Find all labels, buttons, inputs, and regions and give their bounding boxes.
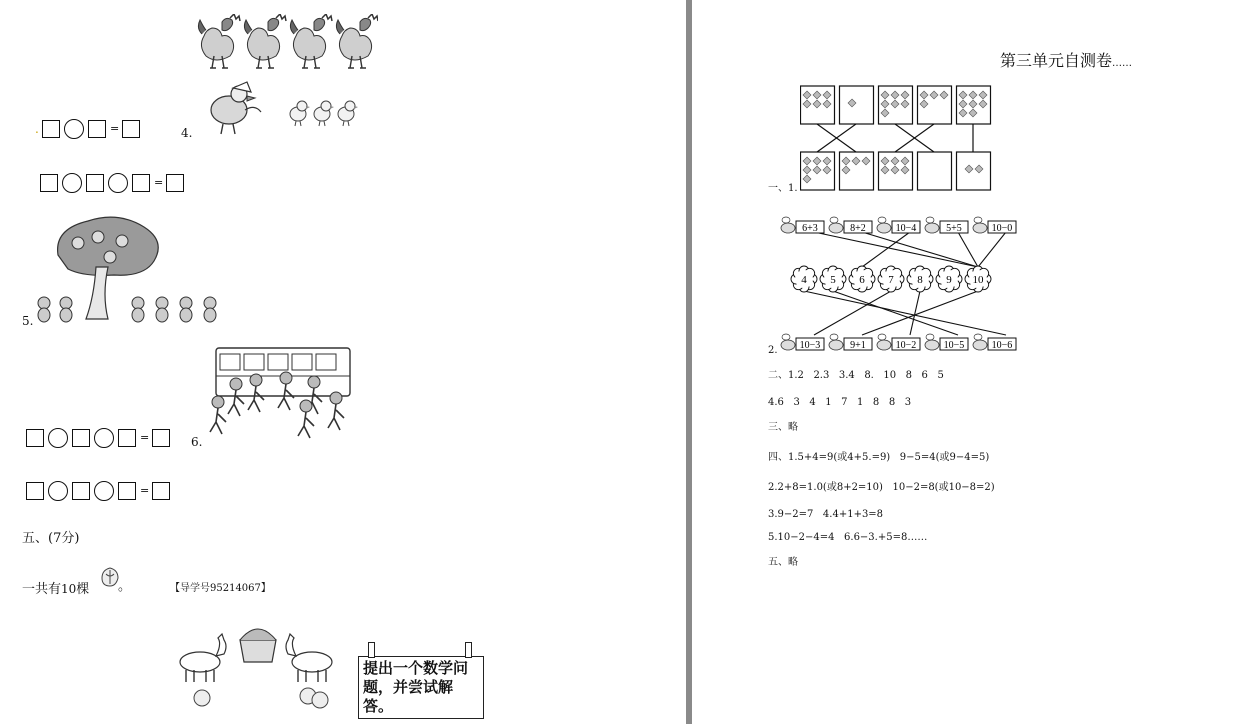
answer-box[interactable] — [118, 482, 136, 500]
guide-code: 【导学号95214067】 — [170, 583, 271, 594]
expression-label: 10−6 — [991, 340, 1013, 351]
equals-sign: = — [110, 122, 120, 135]
expression-label: 10−3 — [799, 340, 821, 351]
answer-box[interactable] — [166, 174, 184, 192]
flower-number: 4 — [801, 274, 807, 286]
expression-label: 8+2 — [850, 223, 866, 234]
top-card — [840, 86, 874, 124]
sign-post-left — [368, 642, 375, 658]
answer-box[interactable] — [72, 482, 90, 500]
sign-post-right — [465, 642, 472, 658]
bee-wing — [782, 334, 790, 340]
section-5-title: 五、(7分) — [22, 531, 80, 546]
answer-section-2-line-1: 二、1.2 2.3 3.4 8. 10 8 6 5 — [768, 370, 944, 381]
answer-box[interactable] — [42, 120, 60, 138]
flower-number: 5 — [830, 274, 836, 286]
flower-number: 9 — [946, 274, 952, 286]
answer-box[interactable] — [122, 120, 140, 138]
answer-box[interactable] — [26, 429, 44, 447]
total-prefix: 一共有 — [22, 582, 62, 597]
bee-wing — [974, 334, 982, 340]
answer-box[interactable] — [72, 429, 90, 447]
total-count-line — [22, 578, 89, 597]
answer-section-4-line-1: 四、1.5+4=9(或4+5.=9) 9−5=4(或9−4=5) — [768, 452, 990, 463]
answer-box[interactable] — [40, 174, 58, 192]
title-trail: …… — [1112, 58, 1133, 69]
answer-box[interactable] — [152, 429, 170, 447]
answer-box[interactable] — [132, 174, 150, 192]
bee-wing — [830, 217, 838, 223]
sign-line-1: 提出一个数学问 — [363, 659, 469, 677]
bee-icon — [781, 340, 795, 350]
question-4-label: 4. — [181, 126, 193, 140]
operator-circle[interactable] — [108, 173, 128, 193]
flower-number: 7 — [888, 274, 894, 286]
bee-icon — [973, 223, 987, 233]
expression-label: 10−4 — [895, 223, 917, 234]
bee-icon — [877, 340, 891, 350]
bee-icon — [973, 340, 987, 350]
bee-wing — [926, 334, 934, 340]
answer-1-label: 一、1. — [768, 183, 798, 194]
equation-row-4 — [26, 480, 174, 501]
equation-row-3 — [26, 427, 174, 448]
flower-number: 6 — [859, 274, 865, 286]
answer-box[interactable] — [152, 482, 170, 500]
question-sign — [358, 656, 484, 719]
bee-wing — [782, 217, 790, 223]
match-line — [978, 232, 1006, 267]
bee-icon — [877, 223, 891, 233]
bee-wing — [878, 217, 886, 223]
answer-2-label: 2. — [768, 345, 778, 356]
sign-line-2: 题，并尝试解答。 — [363, 678, 454, 715]
bee-wing — [830, 334, 838, 340]
bee-wing — [974, 217, 982, 223]
bottom-card — [957, 152, 991, 190]
expression-label: 9+1 — [850, 340, 866, 351]
bee-icon — [829, 223, 843, 233]
match-line — [862, 232, 910, 267]
roosters-illustration — [196, 14, 378, 72]
bee-wing — [926, 217, 934, 223]
expression-label: 6+3 — [802, 223, 818, 234]
operator-circle[interactable] — [94, 428, 114, 448]
card-matching-diagram — [800, 84, 996, 194]
tree-monkeys-illustration — [36, 215, 226, 327]
answer-box[interactable] — [88, 120, 106, 138]
bus-children-illustration — [206, 344, 356, 442]
dot-mark: . — [35, 122, 39, 136]
title-text: 第三单元自测卷 — [1000, 51, 1113, 70]
chicks-illustration — [288, 98, 360, 128]
question-5-label: 5. — [22, 314, 34, 328]
equals-sign: = — [140, 431, 150, 444]
goats-cabbage-illustration — [176, 616, 340, 714]
answer-section-2-line-2: 4.6 3 4 1 7 1 8 8 3 — [768, 397, 912, 408]
answer-section-4-line-4: 5.10−2−4=4 6.6−3.+5=8…… — [768, 532, 928, 543]
total-number: 10 — [61, 582, 77, 596]
flower-number: 10 — [972, 274, 984, 286]
equation-row-2 — [40, 172, 188, 193]
bee-wing — [878, 334, 886, 340]
equation-row-1 — [42, 118, 144, 139]
right-page — [692, 0, 1234, 724]
answer-key-title — [1000, 48, 1132, 71]
answer-box[interactable] — [86, 174, 104, 192]
equals-sign: = — [140, 484, 150, 497]
bee-icon — [925, 223, 939, 233]
operator-circle[interactable] — [62, 173, 82, 193]
match-line — [814, 232, 978, 267]
operator-circle[interactable] — [48, 428, 68, 448]
answer-section-3: 三、略 — [768, 422, 798, 433]
bee-flower-matching-diagram — [776, 206, 1026, 356]
total-unit: 棵 — [76, 582, 90, 597]
equals-sign: = — [154, 176, 164, 189]
bee-icon — [925, 340, 939, 350]
bee-icon — [829, 340, 843, 350]
bottom-card — [918, 152, 952, 190]
hen-illustration — [205, 80, 265, 138]
expression-label: 5+5 — [946, 223, 962, 234]
operator-circle[interactable] — [48, 481, 68, 501]
flower-number: 8 — [917, 274, 923, 286]
answer-section-4-line-2: 2.2+8=1.0(或8+2=10) 10−2=8(或10−8=2) — [768, 482, 995, 493]
total-period: 。 — [118, 579, 132, 594]
operator-circle[interactable] — [94, 481, 114, 501]
answer-section-5: 五、略 — [768, 557, 798, 568]
expression-label: 10−2 — [895, 340, 917, 351]
expression-label: 10−0 — [991, 223, 1013, 234]
answer-box[interactable] — [118, 429, 136, 447]
match-line — [804, 291, 1006, 335]
question-6-label: 6. — [191, 435, 203, 449]
operator-circle[interactable] — [64, 119, 84, 139]
bee-icon — [781, 223, 795, 233]
expression-label: 10−5 — [943, 340, 965, 351]
answer-section-4-line-3: 3.9−2=7 4.4+1+3=8 — [768, 509, 884, 520]
cabbage-icon — [100, 566, 120, 588]
answer-box[interactable] — [26, 482, 44, 500]
